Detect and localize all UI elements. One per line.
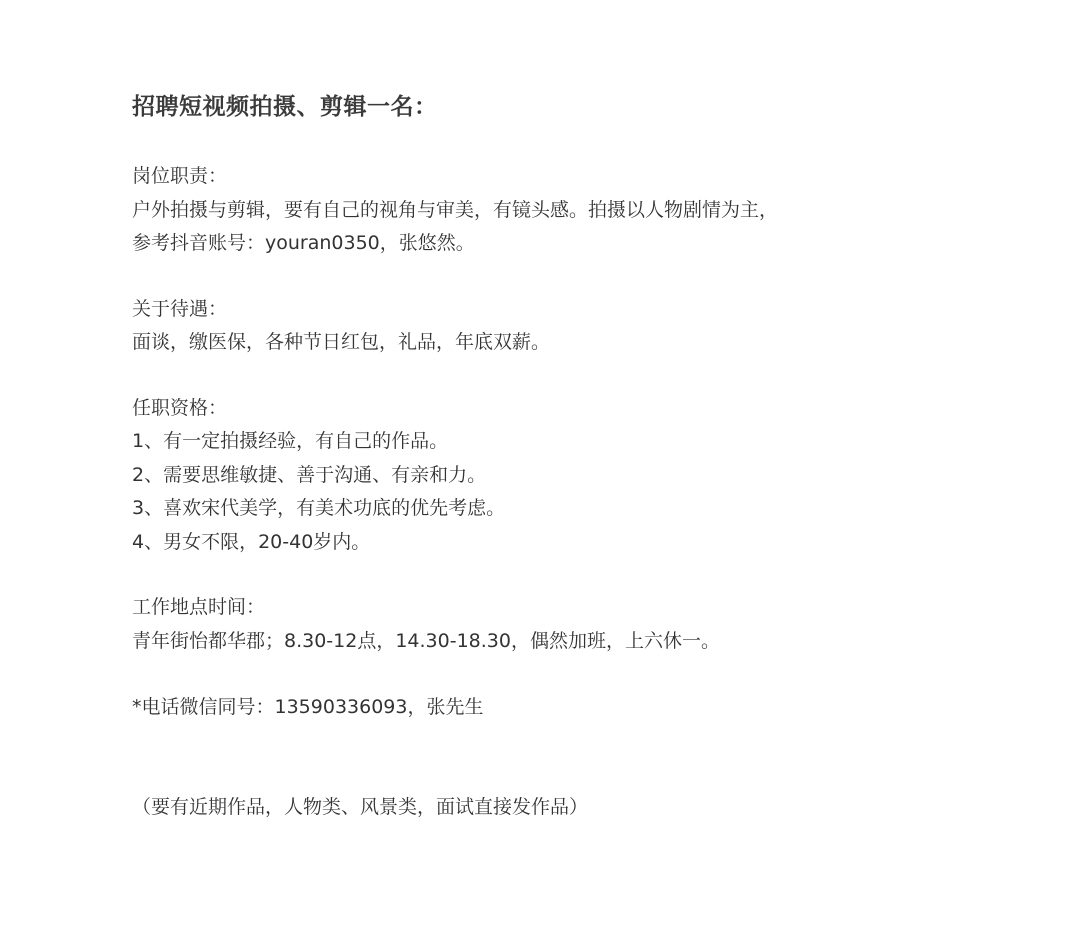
- duties-line-1: 户外拍摄与剪辑，要有自己的视角与审美，有镜头感。拍摄以人物剧情为主，: [132, 199, 779, 221]
- page-title: 招聘短视频拍摄、剪辑一名：: [132, 94, 438, 120]
- duties-line-2: 参考抖音账号：youran0350，张悠然。: [132, 232, 475, 254]
- qualifications-heading: 任职资格：: [132, 397, 228, 419]
- benefits-line-1: 面谈，缴医保，各种节日红包，礼品，年底双薪。: [132, 331, 551, 353]
- qualification-item: 2、需要思维敏捷、善于沟通、有亲和力。: [132, 464, 487, 486]
- location-line-1: 青年街怡都华郡；8.30-12点，14.30-18.30，偶然加班，上六休一。: [132, 630, 720, 652]
- qualification-item: 4、男女不限，20-40岁内。: [132, 531, 371, 553]
- duties-heading: 岗位职责：: [132, 165, 228, 187]
- contact-line: *电话微信同号：13590336093，张先生: [132, 696, 484, 718]
- portfolio-note: （要有近期作品，人物类、风景类，面试直接发作品）: [132, 796, 589, 818]
- qualification-item: 1、有一定拍摄经验，有自己的作品。: [132, 430, 449, 452]
- benefits-heading: 关于待遇：: [132, 298, 228, 320]
- qualification-item: 3、喜欢宋代美学，有美术功底的优先考虑。: [132, 497, 506, 519]
- location-heading: 工作地点时间：: [132, 596, 266, 618]
